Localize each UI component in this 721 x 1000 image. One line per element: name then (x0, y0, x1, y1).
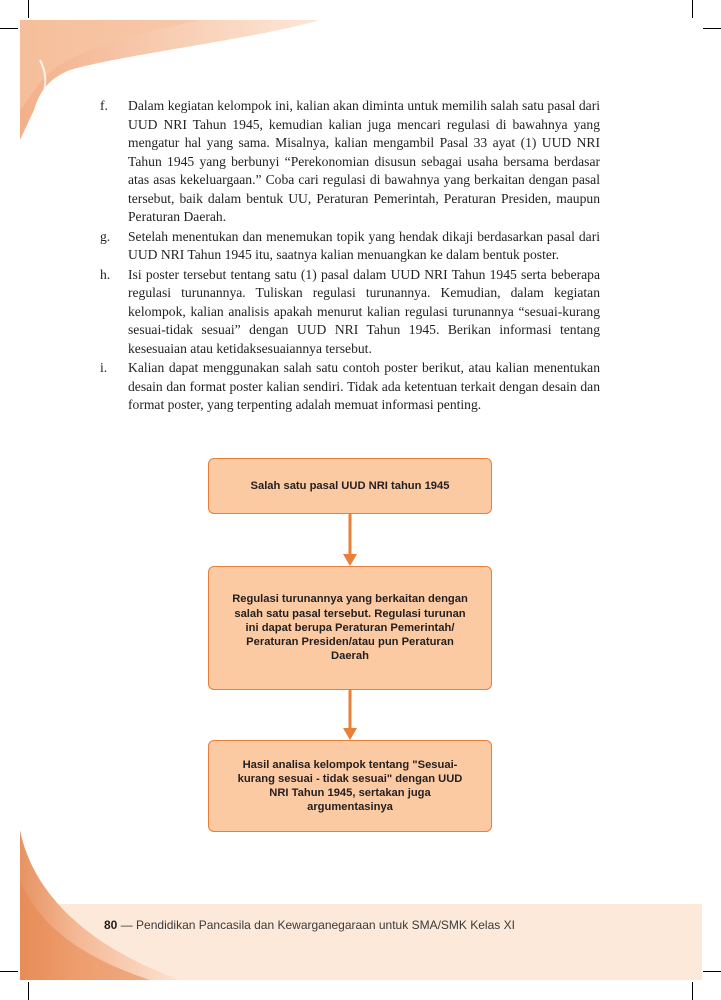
flowchart-box-article (208, 458, 492, 514)
arrow-2 (343, 690, 357, 740)
flowchart-box-regulation (208, 566, 492, 690)
flowchart-box-text: Salah satu pasal UUD NRI tahun 1945 (250, 479, 450, 492)
flowchart-box-analysis (208, 740, 492, 832)
list-item-text: Isi poster tersebut tentang satu (1) pasal dalam UUD NRI Tahun 1945 serta beberapa regulasi turunannya. Tuliskan regulasi turunannya. Kemudian, dalam kegiatan kelompok, kalian analisis apakah menurut kalian regulasi turunannya “sesuai-kurang sesuai-tidak sesuai” dengan UUD NRI Tahun 1945. Berikan informasi tentang kesesuaian atau ketidaksesuaiannya tersebut. (128, 266, 600, 356)
list-item-label: h. (100, 266, 111, 282)
page-footer (104, 918, 515, 932)
footer-text: — Pendidikan Pancasila dan Kewarganegaraan untuk SMA/SMK Kelas XI (120, 918, 515, 932)
list-item-label: f. (100, 98, 108, 113)
list-item-text: Kalian dapat menggunakan salah satu contoh poster berikut, atau kalian menentukan desain dan format poster kalian sendiri. Tidak ada ketentuan terkait dengan desain dan format poster, yang terpenting adalah memuat informasi penting. (128, 360, 600, 412)
page-number: 80 (104, 918, 118, 932)
list-item-label: g. (100, 228, 111, 244)
arrow-1 (343, 514, 357, 566)
list-item-label: i. (100, 360, 108, 375)
list-item-text: Dalam kegiatan kelompok ini, kalian akan diminta untuk memilih salah satu pasal dari UUD NRI Tahun 1945, kemudian kalian juga mencari regulasi di bawahnya yang mengatur hal yang sama. Misalnya, kalian mengambil Pasal 33 ayat (1) UUD NRI Tahun 1945 yang berbunyi “Perekonomian disusun sebagai usaha bersama berdasar atas asas kekeluargaan.” Coba cari regulasi di bawahnya yang berkaitan dengan pasal tersebut, baik dalam bentuk UU, Peraturan Pemerintah, Peraturan Presiden, maupun Peraturan Daerah. (128, 98, 600, 224)
flowchart-box-text: Hasil analisa kelompok tentang "Sesuai-kurang sesuai - tidak sesuai" dengan UUD NRI Tahun 1945, sertakan juga argumentasinya (237, 758, 463, 814)
list-item-text: Setelah menentukan dan menemukan topik yang hendak dikaji berdasarkan pasal dari UUD NRI Tahun 1945 itu, saatnya kalian menuangkan ke dalam bentuk poster. (128, 228, 600, 262)
flowchart-box-text: Regulasi turunannya yang berkaitan dengan salah satu pasal tersebut. Regulasi turunan ini dapat berupa Peraturan Pemerintah/ Peraturan Presiden/atau pun Peraturan Daerah (232, 593, 468, 663)
